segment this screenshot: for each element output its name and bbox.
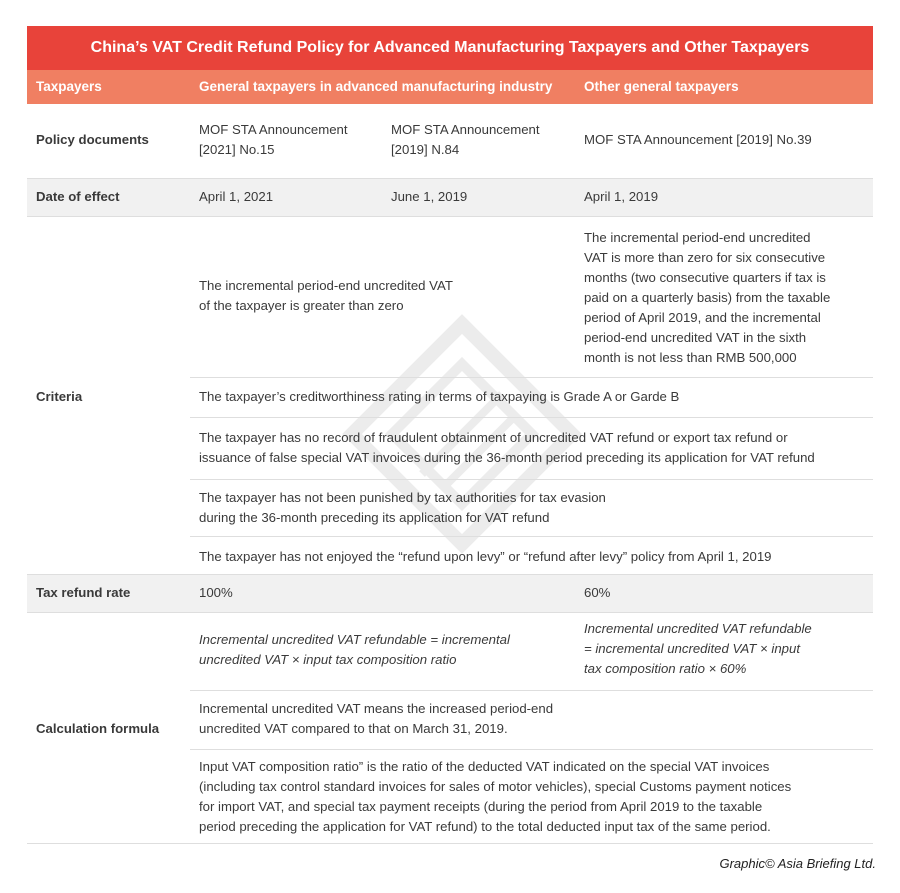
- formula-advanced-line1: Incremental uncredited VAT refundable = incremental: [199, 632, 510, 647]
- label-policy-documents: Policy documents: [36, 132, 149, 147]
- divider: [27, 178, 873, 179]
- criteria-punish-line2: during the 36-month preceding its application for VAT refund: [199, 510, 550, 525]
- criteria-other-line: months (two consecutive quarters if tax is: [584, 270, 826, 285]
- header-taxpayers: Taxpayers: [36, 79, 102, 94]
- criteria-other-line: paid on a quarterly basis) from the taxable: [584, 290, 831, 305]
- label-tax-refund-rate: Tax refund rate: [36, 585, 131, 600]
- policy-advanced-2019-line2: [2019] N.84: [391, 142, 460, 157]
- formula-other-line2: = incremental uncredited VAT × input: [584, 641, 801, 656]
- formula-other-line3: tax composition ratio × 60%: [584, 661, 747, 676]
- divider: [190, 377, 873, 378]
- date-other: April 1, 2019: [584, 189, 659, 204]
- criteria-rating: The taxpayer’s creditworthiness rating in terms of taxpaying is Grade A or Garde B: [199, 389, 680, 404]
- criteria-advanced-line1: The incremental period-end uncredited VAT: [199, 278, 453, 293]
- formula-ratio-line: period preceding the application for VAT refund) to the total deducted input tax of the same period.: [199, 819, 771, 834]
- divider: [27, 574, 873, 575]
- criteria-levy: The taxpayer has not enjoyed the “refund upon levy” or “refund after levy” policy from April 1, 2019: [199, 549, 772, 564]
- row-shade-rate: [27, 574, 873, 612]
- criteria-other-line: period of April 2019, and the incremental: [584, 310, 821, 325]
- label-calculation-formula: Calculation formula: [36, 721, 160, 736]
- criteria-other-line: period-end uncredited VAT in the sixth: [584, 330, 807, 345]
- formula-ratio-line: Input VAT composition ratio” is the ratio of the deducted VAT indicated on the special VAT invoices: [199, 759, 770, 774]
- formula-means-line2: uncredited VAT compared to that on March 31, 2019.: [199, 721, 508, 736]
- policy-advanced-2021-line1: MOF STA Announcement: [199, 122, 348, 137]
- divider: [190, 536, 873, 537]
- criteria-other-line: month is not less than RMB 500,000: [584, 350, 797, 365]
- graphic-credit: Graphic© Asia Briefing Ltd.: [719, 856, 876, 871]
- criteria-fraud-line2: issuance of false special VAT invoices during the 36-month period preceding its application for VAT refund: [199, 450, 815, 465]
- divider: [190, 690, 873, 691]
- header-other-taxpayers: Other general taxpayers: [584, 79, 739, 94]
- divider: [190, 417, 873, 418]
- formula-other-line1: Incremental uncredited VAT refundable: [584, 621, 812, 636]
- rate-advanced: 100%: [199, 585, 233, 600]
- policy-table: [27, 26, 873, 844]
- divider: [190, 749, 873, 750]
- formula-ratio-line: for import VAT, and special tax payment receipts (during the period from April 2019 to the taxable: [199, 799, 763, 814]
- formula-advanced-line2: uncredited VAT × input tax composition ratio: [199, 652, 457, 667]
- formula-ratio-line: (including tax control standard invoices for sales of motor vehicles), special Customs payment notices: [199, 779, 792, 794]
- formula-means-line1: Incremental uncredited VAT means the increased period-end: [199, 701, 554, 716]
- label-criteria: Criteria: [36, 389, 83, 404]
- policy-advanced-2021-line2: [2021] No.15: [199, 142, 275, 157]
- divider: [27, 843, 873, 844]
- table-title: China’s VAT Credit Refund Policy for Advanced Manufacturing Taxpayers and Other Taxpayers: [27, 26, 873, 70]
- date-advanced-2021: April 1, 2021: [199, 189, 274, 204]
- table-header: [27, 70, 873, 104]
- label-date-of-effect: Date of effect: [36, 189, 120, 204]
- date-advanced-2019: June 1, 2019: [391, 189, 468, 204]
- header-advanced-manufacturing: General taxpayers in advanced manufacturing industry: [199, 79, 553, 94]
- criteria-other-line: VAT is more than zero for six consecutive: [584, 250, 826, 265]
- criteria-fraud-line1: The taxpayer has no record of fraudulent obtainment of uncredited VAT refund or export tax refund or: [199, 430, 788, 445]
- rate-other: 60%: [584, 585, 611, 600]
- divider: [27, 612, 873, 613]
- table-body: [27, 104, 873, 844]
- divider: [190, 479, 873, 480]
- policy-other: MOF STA Announcement [2019] No.39: [584, 132, 812, 147]
- criteria-punish-line1: The taxpayer has not been punished by tax authorities for tax evasion: [199, 490, 606, 505]
- divider: [27, 216, 873, 217]
- policy-advanced-2019-line1: MOF STA Announcement: [391, 122, 540, 137]
- criteria-advanced-line2: of the taxpayer is greater than zero: [199, 298, 404, 313]
- criteria-other-line: The incremental period-end uncredited: [584, 230, 811, 245]
